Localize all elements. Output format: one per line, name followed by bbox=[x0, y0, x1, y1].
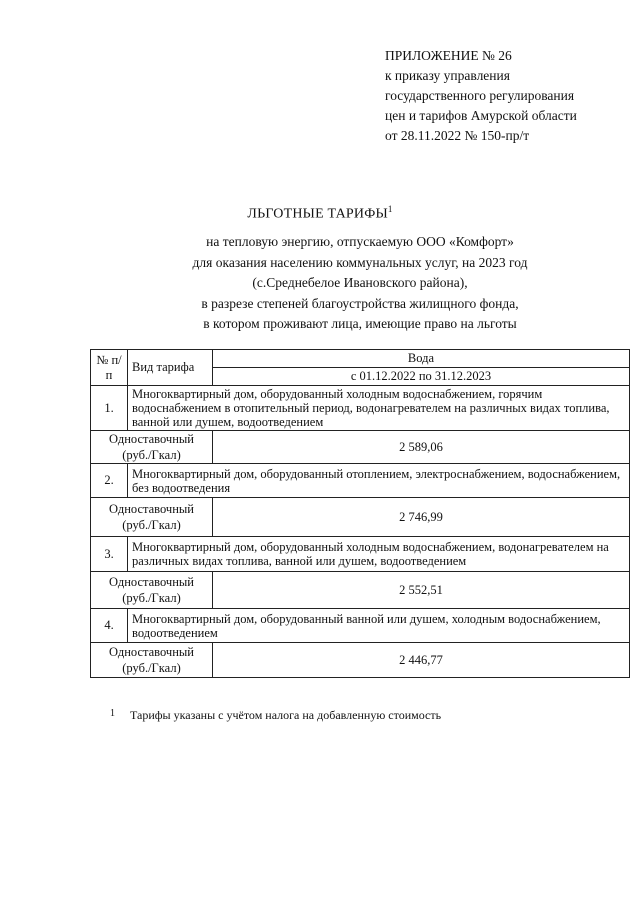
header-water: Вода bbox=[213, 350, 630, 368]
document-subtitle bbox=[0, 232, 640, 335]
document-title-text: ЛЬГОТНЫЕ ТАРИФЫ bbox=[247, 206, 388, 222]
rate-value: 2 746,99 bbox=[213, 498, 630, 537]
tariff-table bbox=[90, 349, 630, 678]
row-number: 4. bbox=[91, 609, 128, 643]
row-number: 1. bbox=[91, 386, 128, 431]
footnote bbox=[110, 708, 441, 723]
row-description: Многоквартирный дом, оборудованный ванной или душем, холодным водоснабжением, водоотведением bbox=[128, 609, 630, 643]
appendix-order-date: от 28.11.2022 № 150-пр/т bbox=[385, 128, 530, 143]
rate-value: 2 446,77 bbox=[213, 643, 630, 678]
appendix-block bbox=[385, 46, 577, 146]
appendix-number: ПРИЛОЖЕНИЕ № 26 bbox=[385, 48, 512, 63]
rate-label: Одноставочный (руб./Гкал) bbox=[91, 643, 213, 678]
rate-label: Одноставочный (руб./Гкал) bbox=[91, 431, 213, 464]
appendix-line: государственного регулирования bbox=[385, 88, 575, 103]
title-footnote-mark: 1 bbox=[387, 204, 393, 214]
header-num: № п/п bbox=[91, 350, 128, 386]
row-description: Многоквартирный дом, оборудованный холодным водоснабжением, горячим водоснабжением в отопительный период, водонагревателем на различных видах топлива, ванной или душем, водоотведением bbox=[128, 386, 630, 431]
row-description: Многоквартирный дом, оборудованный холодным водоснабжением, водонагревателем на различных видах топлива, ванной или душем, водоотведением bbox=[128, 537, 630, 572]
rate-value: 2 589,06 bbox=[213, 431, 630, 464]
table-row bbox=[91, 572, 630, 609]
subtitle-line: (с.Среднебелое Ивановского района), bbox=[252, 275, 468, 290]
header-period: с 01.12.2022 по 31.12.2023 bbox=[213, 368, 630, 386]
rate-label: Одноставочный (руб./Гкал) bbox=[91, 572, 213, 609]
subtitle-line: для оказания населению коммунальных услуг, на 2023 год bbox=[192, 254, 528, 270]
rate-value: 2 552,51 bbox=[213, 572, 630, 609]
table-row bbox=[91, 609, 630, 643]
row-number: 2. bbox=[91, 464, 128, 498]
footnote-mark: 1 bbox=[110, 708, 115, 719]
header-type: Вид тарифа bbox=[128, 350, 213, 386]
subtitle-line: на тепловую энергию, отпускаемую ООО «Комфорт» bbox=[206, 234, 514, 249]
document-title bbox=[0, 204, 640, 223]
table-row bbox=[91, 431, 630, 464]
table-header-row bbox=[91, 350, 630, 368]
table-row bbox=[91, 643, 630, 678]
row-description: Многоквартирный дом, оборудованный отоплением, электроснабжением, водоснабжением, без водоотведения bbox=[128, 464, 630, 498]
table-row bbox=[91, 498, 630, 537]
appendix-line: к приказу управления bbox=[385, 68, 510, 83]
subtitle-line: в котором проживают лица, имеющие право на льготы bbox=[203, 316, 517, 331]
footnote-text: Тарифы указаны с учётом налога на добавленную стоимость bbox=[130, 708, 442, 722]
row-number: 3. bbox=[91, 537, 128, 572]
table-row bbox=[91, 386, 630, 431]
appendix-line: цен и тарифов Амурской области bbox=[385, 108, 577, 123]
table-row bbox=[91, 537, 630, 572]
table-row bbox=[91, 464, 630, 498]
subtitle-line: в разрезе степеней благоустройства жилищного фонда, bbox=[201, 295, 519, 311]
rate-label: Одноставочный (руб./Гкал) bbox=[91, 498, 213, 537]
